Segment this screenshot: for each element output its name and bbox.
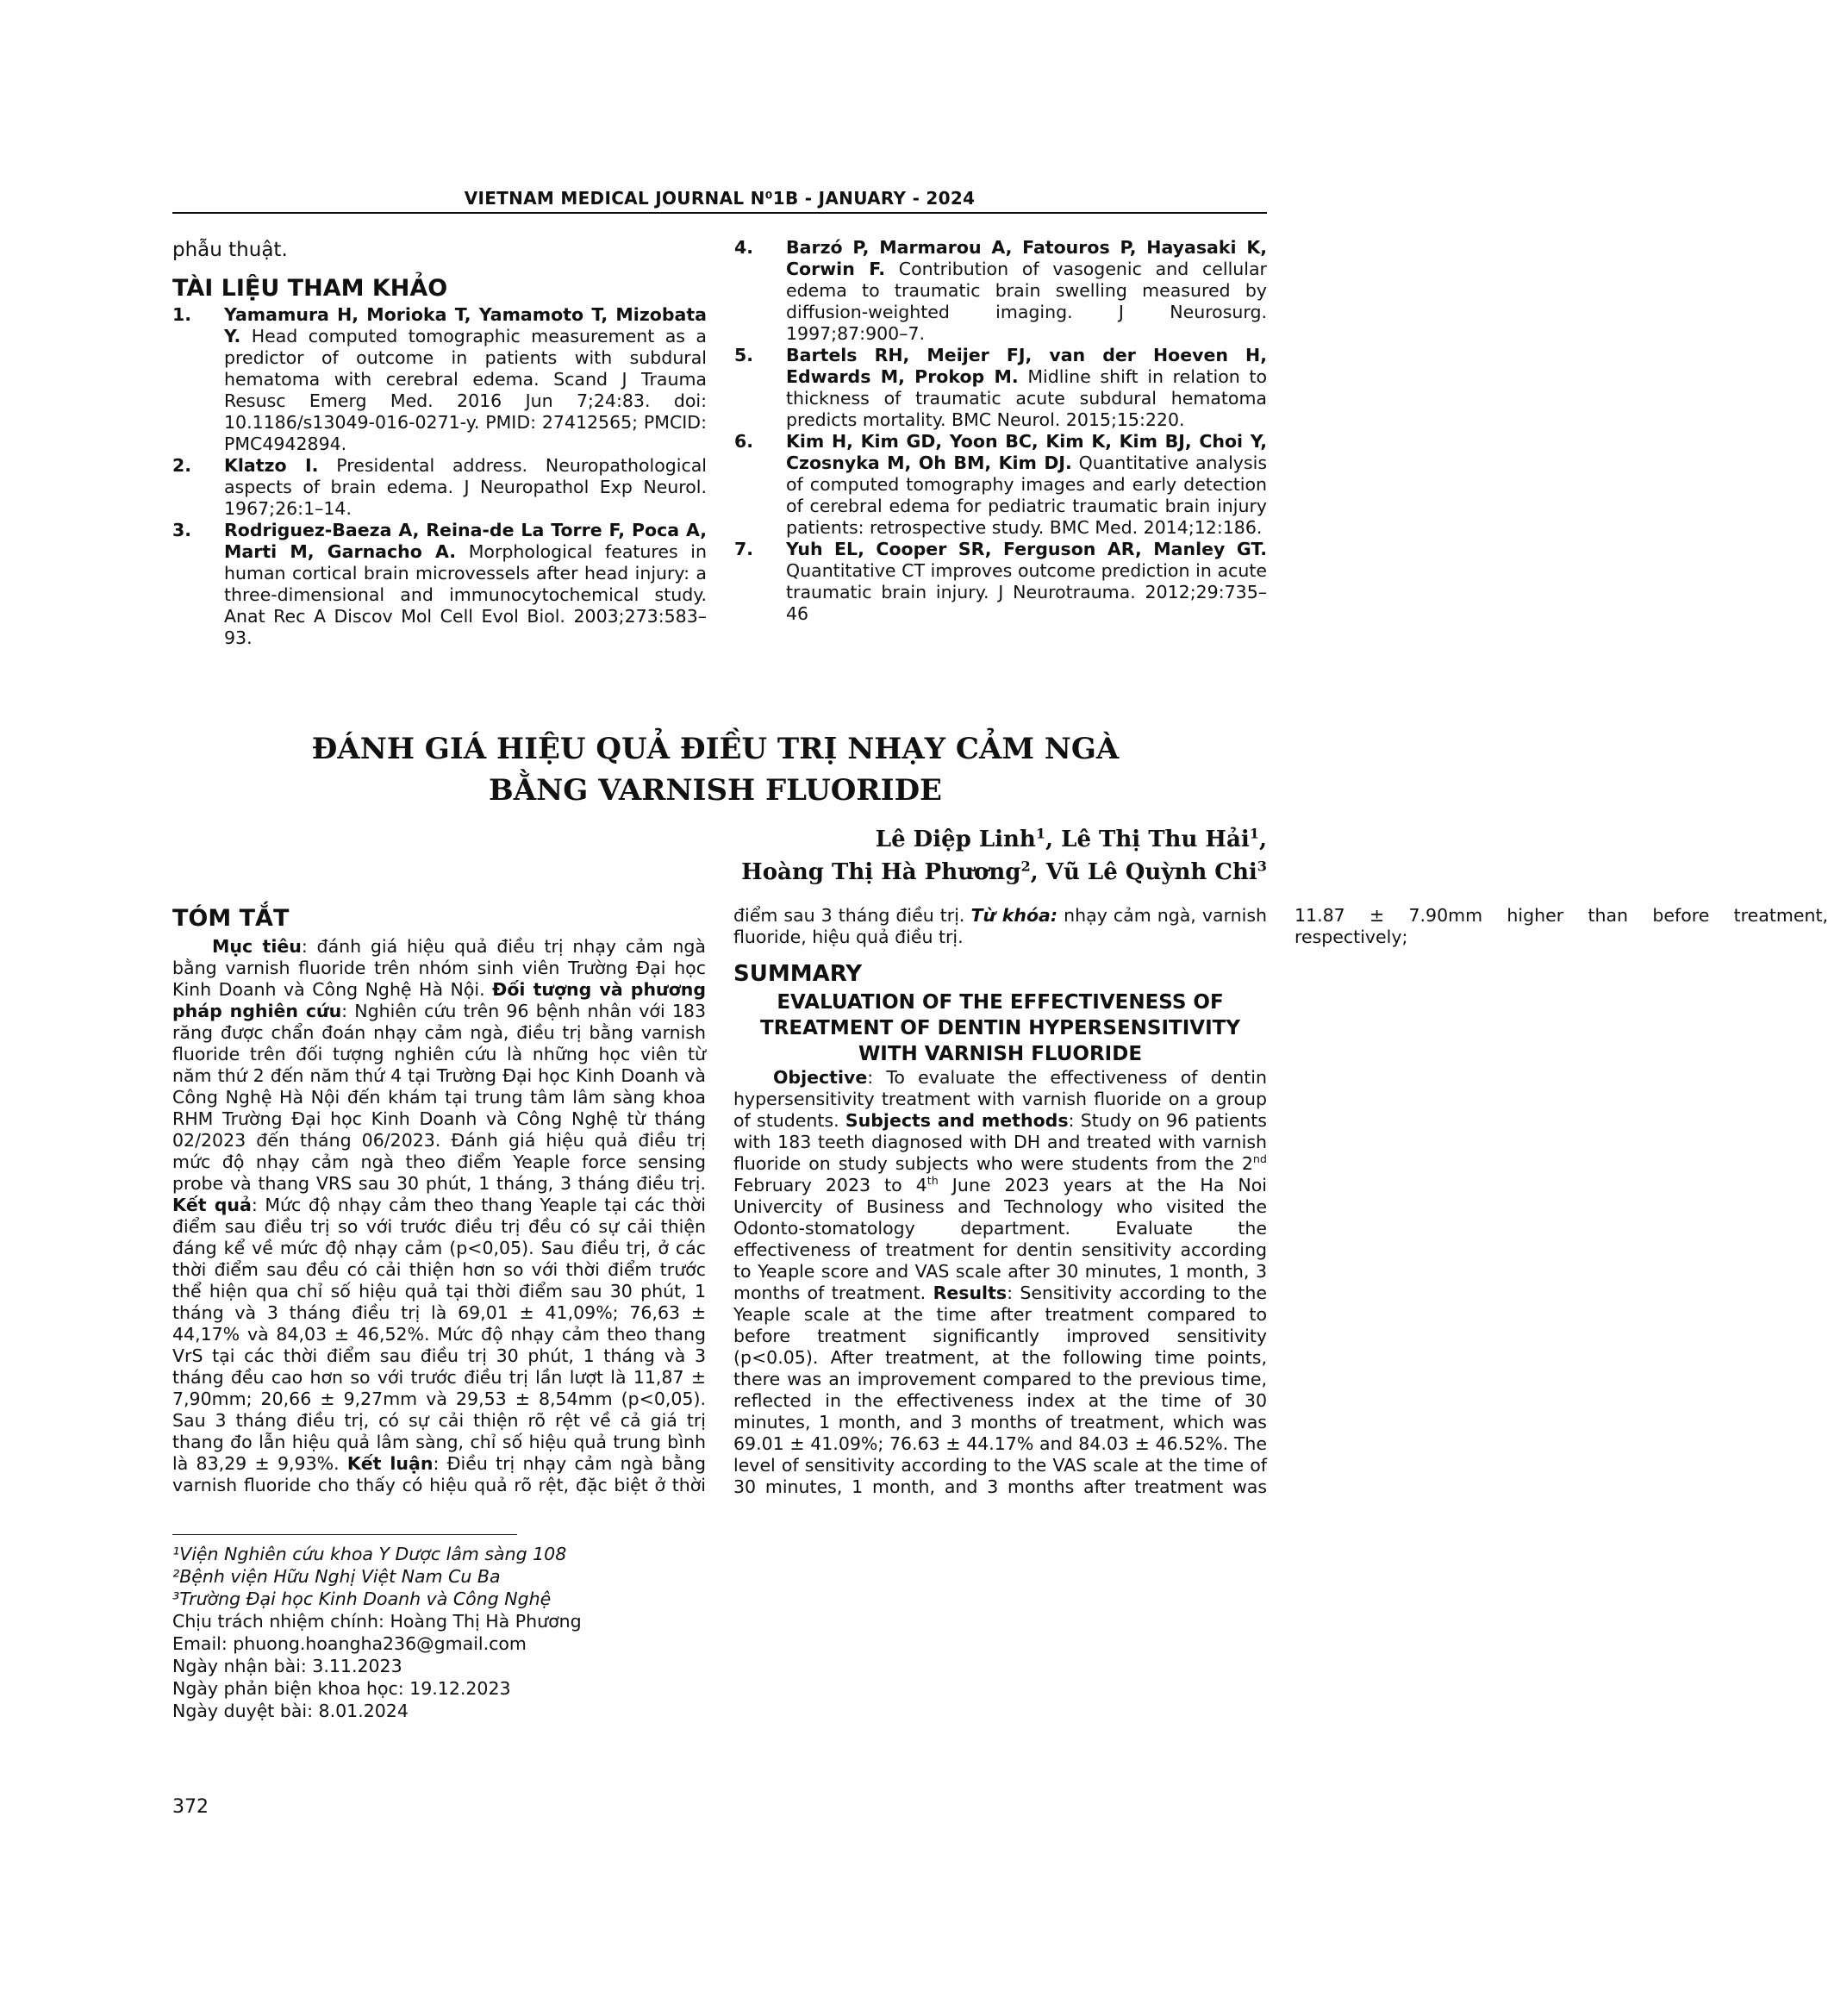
superscript: nd (1252, 1152, 1267, 1166)
author-separator: , (1258, 827, 1267, 852)
abstract-methods-label: Đối tượng và phương pháp nghiên cứu (172, 979, 706, 1021)
author-affiliation: 1 (1249, 825, 1259, 842)
prev-article-right-column (734, 237, 1267, 625)
reference-number: 4. (734, 237, 754, 258)
author-name: Lê Thị Thu Hải (1061, 827, 1250, 852)
reference-text: Quantitative analysis of computed tomography images and early detection of cerebral edema for pediatric traumatic brain injury patients: retrospective study. BMC Med. 2014;12:186. (786, 453, 1267, 538)
reference-item (734, 237, 1267, 345)
title-line-2: BẰNG VARNISH FLUORIDE (489, 773, 942, 808)
abstract-conclusion-text: : Điều trị nhạy cảm ngà bằng varnish fluoride cho thấy có hiệu quả rõ rệt, đặc biệt ở thời điểm sau 3 tháng điều trị. (172, 905, 971, 1495)
abstract-aim-text: : đánh giá hiệu quả điều trị nhạy cảm ngà bằng varnish fluoride trên nhóm sinh viên Trường Đại học Kinh Doanh và Công Nghệ Hà Nội. (172, 936, 706, 1000)
authors-line-2 (603, 856, 1267, 889)
authors-line-1 (603, 823, 1267, 856)
reference-text: Presidental address. Neuropathological aspects of brain edema. J Neuropathol Exp Neurol. 1967;26:1–14. (224, 455, 707, 519)
abstract-results-text: : Mức độ nhạy cảm theo thang Yeaple tại các thời điểm sau điều trị so với trước điều trị đều có sự cải thiện đáng kể về mức độ nhạy cảm (p<0,05). Sau điều trị, ở các thời điểm sau đều có cải thiện hơn so với thời điểm trước thể hiện qua chỉ số hiệu quả tại thời điểm sau 30 phút, 1 tháng và 3 tháng điều trị là 69,01 ± 41,09%; 76,63 ± 44,17% và 84,03 ± 46,52%. Mức độ nhạy cảm theo thang VrS tại các thời điểm sau điều trị 30 phút, 1 tháng và 3 tháng đều cao hơn so với trước điều trị lần lượt là 11,87 ± 7,90mm; 20,66 ± 9,27mm và 29,53 ± 8,54mm (p<0,05). Sau 3 tháng điều trị, có sự cải thiện rõ rệt về cả giá trị thang đo lẫn hiệu quả lâm sàng, chỉ số hiệu quả trung bình là 83,29 ± 9,93%. (172, 1195, 707, 1474)
summary-methods-label: Subjects and methods (845, 1110, 1069, 1131)
reference-item (172, 304, 707, 455)
reference-text: Midline shift in relation to thickness of traumatic acute subdural hematoma predicts mortality. BMC Neurol. 2015;15:220. (786, 366, 1268, 430)
reference-authors: Yamamura H, Morioka T, Yamamoto T, Mizobata Y. (224, 304, 707, 346)
summary-objective-text: : To evaluate the effectiveness of dentin hypersensitivity treatment with varnish fluoride on a group of students. (733, 1067, 1267, 1131)
author-affiliation: 2 (1020, 858, 1031, 875)
accepted-date: Ngày duyệt bài: 8.01.2024 (172, 1701, 409, 1721)
footnotes (172, 1543, 707, 1722)
reference-item (172, 520, 707, 649)
reference-authors: Rodriguez-Baeza A, Reina-de La Torre F, Poca A, Marti M, Garnacho A. (224, 520, 707, 562)
reference-authors: Kim H, Kim GD, Yoon BC, Kim K, Kim BJ, Choi Y, Czosnyka M, Oh BM, Kim DJ. (786, 431, 1267, 473)
article-authors (603, 823, 1267, 889)
abstract-keywords-label: Từ khóa: (970, 905, 1058, 926)
summary-results-text: : Sensitivity according to the Yeaple scale at the time after treatment compared to before treatment significantly improved sensitivity (p<0.05). After treatment, at the following time points, there was an improvement compared to the previous time, reflected in the effectiveness index at the time of 30 minutes, 1 month, and 3 months of treatment, which was 69.01 ± 41.09%; 76.63 ± 44.17% and 84.03 ± 46.52%. The level of sensitivity according to the VAS scale at the time of 30 minutes, 1 month, and 3 months after treatment was 11.87 ± 7.90mm higher than before treatment, respectively; (733, 905, 1828, 1497)
references-list-left (172, 304, 707, 649)
affiliation-3: ³Trường Đại học Kinh Doanh và Công Nghệ (172, 1588, 552, 1609)
summary-methods-text: : Study on 96 patients with 183 teeth diagnosed with DH and treated with varnish fluoride on study subjects who were students from the 2 (733, 1110, 1267, 1174)
reference-authors: Barzó P, Marmarou A, Fatouros P, Hayasaki K, Corwin F. (786, 237, 1267, 279)
abstract-heading: TÓM TẮT (172, 905, 290, 932)
header-rule (172, 212, 1267, 214)
affiliation-2: ²Bệnh viện Hữu Nghị Việt Nam Cu Ba (172, 1566, 501, 1587)
journal-header: VIETNAM MEDICAL JOURNAL N⁰1B - JANUARY - 2024 (464, 188, 976, 209)
summary-heading: SUMMARY (733, 961, 863, 987)
author-affiliation: 1 (1035, 825, 1046, 842)
reference-number: 3. (172, 520, 192, 540)
abstract-keywords-text: nhạy cảm ngà, varnish fluoride, hiệu quả điều trị. (733, 905, 1267, 947)
references-list-right (734, 237, 1267, 625)
reference-number: 5. (734, 345, 754, 365)
reference-text: Contribution of vasogenic and cellular edema to traumatic brain swelling measured by diffusion-weighted imaging. J Neurosurg. 1997;87:900–7. (786, 259, 1267, 344)
reference-number: 7. (734, 539, 754, 559)
author-separator: , (1045, 827, 1062, 852)
reference-item (734, 345, 1267, 431)
author-name: Hoàng Thị Hà Phương (741, 859, 1021, 885)
page-number: 372 (172, 1796, 209, 1818)
superscript: th (926, 1174, 939, 1188)
article-title (207, 728, 1224, 811)
prev-article-left-column (172, 237, 707, 649)
reference-number: 1. (172, 304, 192, 325)
summary-methods-text: June 2023 years at the Ha Noi Univercity of Business and Technology who visited the Odonto-stomatology department. Evaluate the effectiveness of treatment for dentin sensitivity according to Yeaple score and VAS scale after 30 minutes, 1 month, 3 months of treatment. (733, 1175, 1268, 1303)
reference-item (734, 431, 1267, 539)
author-separator: , (1030, 859, 1046, 885)
abstract-results-label: Kết quả (172, 1195, 252, 1215)
affiliation-1: ¹Viện Nghiên cứu khoa Y Dược lâm sàng 108 (172, 1544, 567, 1564)
reference-authors: Yuh EL, Cooper SR, Ferguson AR, Manley GT. (786, 539, 1267, 559)
abstract-conclusion-label: Kết luận (346, 1453, 434, 1474)
reference-text: Quantitative CT improves outcome prediction in acute traumatic brain injury. J Neurotrauma. 2012;29:735–46 (786, 560, 1267, 624)
reference-item (172, 455, 707, 520)
summary-results-label: Results (933, 1283, 1008, 1303)
received-date: Ngày nhận bài: 3.11.2023 (172, 1656, 402, 1676)
title-line-1: ĐÁNH GIÁ HIỆU QUẢ ĐIỀU TRỊ NHẠY CẢM NGÀ (311, 732, 1120, 766)
reference-item (734, 539, 1267, 625)
abstract-body (172, 905, 1828, 1508)
reference-number: 6. (734, 431, 754, 452)
footnote-rule (172, 1534, 517, 1535)
corresponding-author: Chịu trách nhiệm chính: Hoàng Thị Hà Phương (172, 1611, 582, 1632)
email: Email: phuong.hoangha236@gmail.com (172, 1633, 527, 1654)
reference-text: Head computed tomographic measurement as a predictor of outcome in patients with subdural hematoma with cerebral edema. Scand J Trauma Resusc Emerg Med. 2016 Jun 7;24:83. doi: 10.1186/s13049-016-0271-y. PMID: 27412565; PMCID: PMC4942894. (224, 326, 707, 454)
reference-authors: Klatzo I. (224, 455, 319, 476)
continuation-text: phẫu thuật. (172, 239, 288, 261)
author-name: Vũ Lê Quỳnh Chi (1045, 859, 1257, 885)
reference-text: Morphological features in human cortical brain microvessels after head injury: a three-dimensional and immunocytochemical study. Anat Rec A Discov Mol Cell Evol Biol. 2003;273:583–93. (224, 541, 707, 648)
references-heading: TÀI LIỆU THAM KHẢO (172, 275, 448, 302)
reviewed-date: Ngày phản biện khoa học: 19.12.2023 (172, 1678, 511, 1699)
author-affiliation: 3 (1257, 858, 1267, 875)
summary-methods-text: February 2023 to 4 (733, 1175, 927, 1195)
reference-number: 2. (172, 455, 192, 476)
summary-title: EVALUATION OF THE EFFECTIVENESS OF TREATMENT OF DENTIN HYPERSENSITIVITY WITH VARNISH FLUORIDE (760, 991, 1240, 1065)
author-name: Lê Diệp Linh (875, 827, 1036, 852)
abstract-aim-label: Mục tiêu (212, 936, 302, 957)
reference-authors: Bartels RH, Meijer FJ, van der Hoeven H, Edwards M, Prokop M. (786, 345, 1267, 387)
abstract-methods-text: : Nghiên cứu trên 96 bệnh nhân với 183 răng được chẩn đoán nhạy cảm ngà, điều trị bằng varnish fluoride trên đối tượng nghiên cứu là những học viên từ năm thứ 2 đến năm thứ 4 tại Trường Đại học Kinh Doanh và Công Nghệ Hà Nội đến khám tại trung tâm lâm sàng khoa RHM Trường Đại học Kinh Doanh và Công Nghệ từ tháng 02/2023 đến tháng 06/2023. Đánh giá hiệu quả điều trị mức độ nhạy cảm ngà theo điểm Yeaple force sensing probe và thang VRS sau 30 phút, 1 tháng, 3 tháng điều trị. (172, 1001, 706, 1194)
summary-objective-label: Objective (773, 1067, 868, 1088)
